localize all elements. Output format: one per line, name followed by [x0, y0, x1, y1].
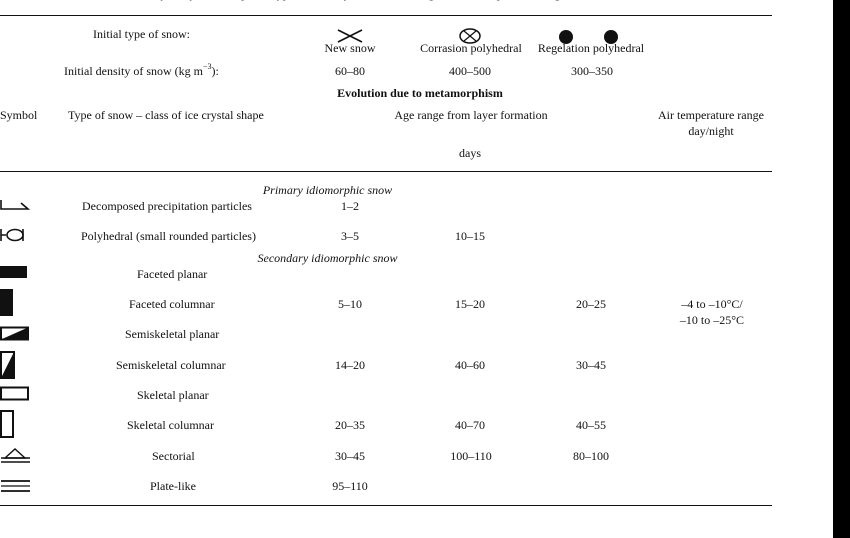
- row-3-name: Faceted planar: [137, 267, 208, 281]
- initial-density-label: [64, 64, 219, 78]
- right-page-edge: [833, 0, 850, 538]
- row-4-age-new: 5–10: [338, 297, 362, 311]
- row-8-age-regelation: 40–55: [576, 418, 606, 432]
- column-header-temperature-line2: day/night: [688, 124, 734, 138]
- row-9-age-regelation: 80–100: [573, 449, 609, 463]
- density-new-snow: 60–80: [335, 64, 365, 78]
- row-9-age-corrasion: 100–110: [450, 449, 492, 463]
- row-1-name: Decomposed precipitation particles: [82, 199, 252, 213]
- header-rule: [0, 171, 772, 172]
- row-10-age-new: 95–110: [332, 479, 368, 493]
- semiskeletal-columnar-symbol: [0, 351, 16, 379]
- row-7-name: Skeletal planar: [137, 388, 209, 402]
- skeletal-planar-symbol: [0, 386, 30, 402]
- initial-type-new-snow: New snow: [324, 41, 376, 55]
- row-5-name: Semiskeletal planar: [125, 327, 220, 341]
- faceted-planar-symbol: [0, 265, 28, 279]
- row-6-name: Semiskeletal columnar: [116, 358, 226, 372]
- row-6-age-regelation: 30–45: [576, 358, 606, 372]
- temperature-range-line2: –10 to –25°C: [679, 313, 745, 327]
- bottom-rule: [0, 505, 772, 506]
- column-header-symbol: Symbol: [0, 108, 38, 122]
- density-label-suffix: ):: [211, 64, 219, 78]
- row-2-name: Polyhedral (small rounded particles): [81, 229, 256, 243]
- column-header-age-unit: days: [459, 146, 481, 160]
- density-label-prefix: Initial density of snow (kg m: [64, 64, 203, 78]
- initial-type-regelation-polyhedral: Regelation polyhedral: [537, 41, 645, 55]
- sectorial-symbol: [0, 446, 32, 464]
- row-2-age-corrasion: 10–15: [455, 229, 485, 243]
- row-8-name: Skeletal columnar: [127, 418, 214, 432]
- decomposed-particles-symbol: [0, 196, 30, 212]
- row-8-age-corrasion: 40–70: [455, 418, 485, 432]
- column-header-type: Type of snow – class of ice crystal shape: [68, 108, 264, 122]
- column-header-temperature-line1: Air temperature range: [658, 108, 764, 122]
- density-label-sup: −3: [202, 62, 212, 71]
- column-header-age: Age range from layer formation: [394, 108, 548, 122]
- row-4-age-regelation: 20–25: [576, 297, 606, 311]
- row-2-age-new: 3–5: [341, 229, 359, 243]
- row-4-age-corrasion: 15–20: [455, 297, 485, 311]
- section-secondary-idiomorphic: Secondary idiomorphic snow: [257, 251, 398, 265]
- density-regelation: 300–350: [571, 64, 613, 78]
- initial-type-label: Initial type of snow:: [93, 27, 190, 41]
- clipped-caption: [0, 0, 833, 1]
- row-4-name: Faceted columnar: [129, 297, 215, 311]
- row-1-age-new: 1–2: [341, 199, 359, 213]
- initial-type-corrasion-polyhedral: Corrasion polyhedral: [420, 41, 522, 55]
- density-corrasion: 400–500: [449, 64, 491, 78]
- plate-like-symbol: [0, 478, 32, 494]
- polyhedral-small-rounded-symbol: [0, 227, 30, 243]
- section-primary-idiomorphic: Primary idiomorphic snow: [262, 183, 393, 197]
- row-6-age-new: 14–20: [335, 358, 365, 372]
- row-6-age-corrasion: 40–60: [455, 358, 485, 372]
- semiskeletal-planar-symbol: [0, 326, 30, 342]
- temperature-range-line1: –4 to –10°C/: [681, 297, 743, 311]
- row-9-name: Sectorial: [152, 449, 195, 463]
- row-10-name: Plate-like: [150, 479, 196, 493]
- skeletal-columnar-symbol: [0, 410, 16, 438]
- row-8-age-new: 20–35: [335, 418, 365, 432]
- top-rule: [0, 15, 772, 16]
- evolution-title: Evolution due to metamorphism: [337, 86, 503, 100]
- faceted-columnar-symbol: [0, 289, 14, 317]
- row-9-age-new: 30–45: [335, 449, 365, 463]
